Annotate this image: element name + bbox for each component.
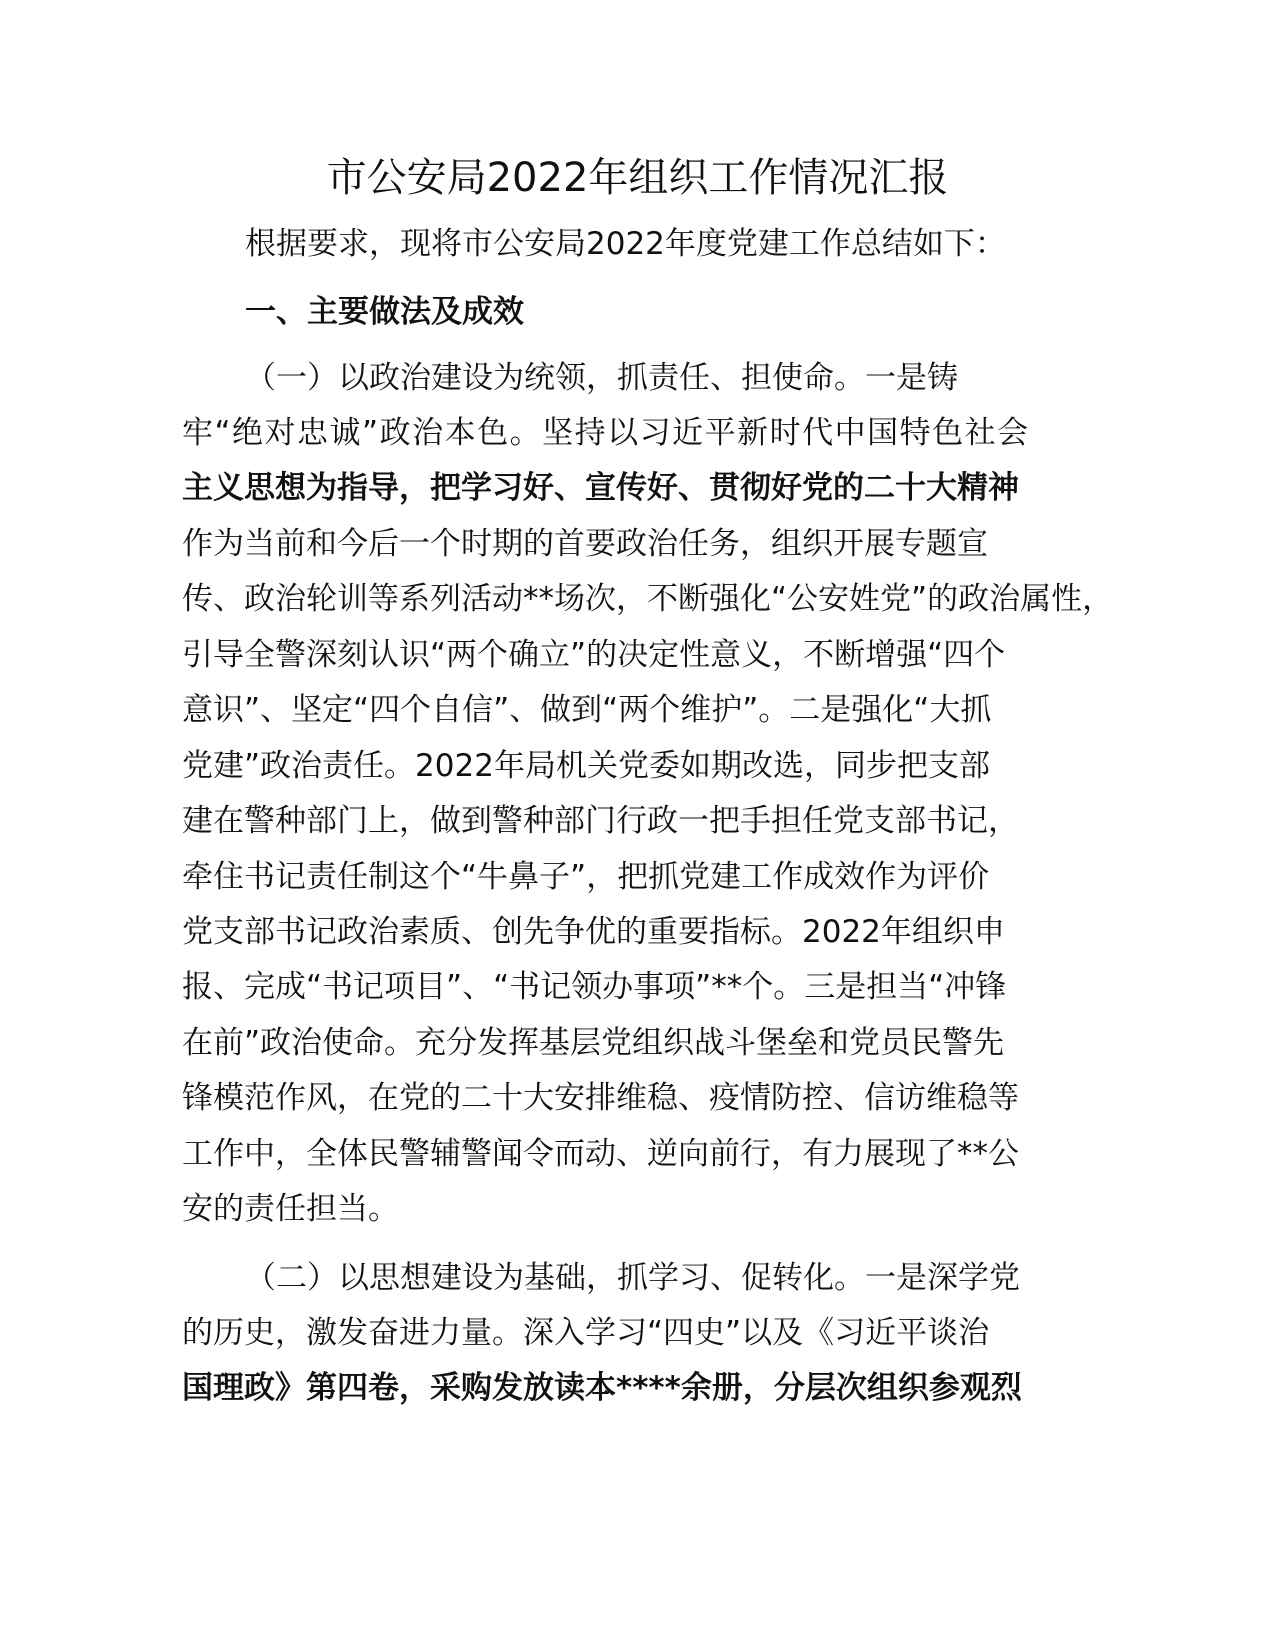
paragraph-line: （二）以思想建设为基础，抓学习、促转化。一是深学党	[245, 1260, 1020, 1296]
paragraph-line: 主义思想为指导，把学习好、宣传好、贯彻好党的二十大精神	[182, 470, 1019, 506]
paragraph-line: 国理政》第四卷，采购发放读本****余册，分层次组织参观烈	[182, 1370, 1022, 1406]
paragraph-line: 牢“绝对忠诚”政治本色。坚持以习近平新时代中国特色社会	[182, 415, 1030, 451]
paragraph-line: 引导全警深刻认识“两个确立”的决定性意义，不断增强“四个	[182, 637, 1006, 673]
paragraph-line: 党建”政治责任。2022年局机关党委如期改选，同步把支部	[182, 748, 990, 784]
paragraph-line: 牵住书记责任制这个“牛鼻子”，把抓党建工作成效作为评价	[182, 859, 990, 895]
intro-paragraph: 根据要求，现将市公安局2022年度党建工作总结如下：	[245, 226, 1006, 262]
paragraph-line: 锋模范作风，在党的二十大安排维稳、疫情防控、信访维稳等	[182, 1080, 1019, 1116]
paragraph-line: 在前”政治使命。充分发挥基层党组织战斗堡垒和党员民警先	[182, 1025, 1005, 1061]
paragraph-line: 的历史，激发奋进力量。深入学习“四史”以及《习近平谈治	[182, 1315, 990, 1351]
paragraph-line: 安的责任担当。	[182, 1191, 399, 1227]
paragraph-line: 传、政治轮训等系列活动**场次，不断强化“公安姓党”的政治属性，	[182, 581, 1114, 617]
paragraph-line: 工作中，全体民警辅警闻令而动、逆向前行，有力展现了**公	[182, 1136, 1019, 1172]
paragraph-line: 党支部书记政治素质、创先争优的重要指标。2022年组织申	[182, 914, 1005, 950]
section-heading: 一、主要做法及成效	[245, 294, 524, 330]
document-title: 市公安局2022年组织工作情况汇报	[326, 155, 949, 201]
paragraph-line: 建在警种部门上，做到警种部门行政一把手担任党支部书记，	[182, 803, 1019, 839]
paragraph-line: 意识”、坚定“四个自信”、做到“两个维护”。二是强化“大抓	[182, 692, 992, 728]
paragraph-line: 作为当前和今后一个时期的首要政治任务，组织开展专题宣	[182, 526, 988, 562]
paragraph-line: （一）以政治建设为统领，抓责任、担使命。一是铸	[245, 360, 958, 396]
paragraph-line: 报、完成“书记项目”、“书记领办事项”**个。三是担当“冲锋	[182, 969, 1007, 1005]
